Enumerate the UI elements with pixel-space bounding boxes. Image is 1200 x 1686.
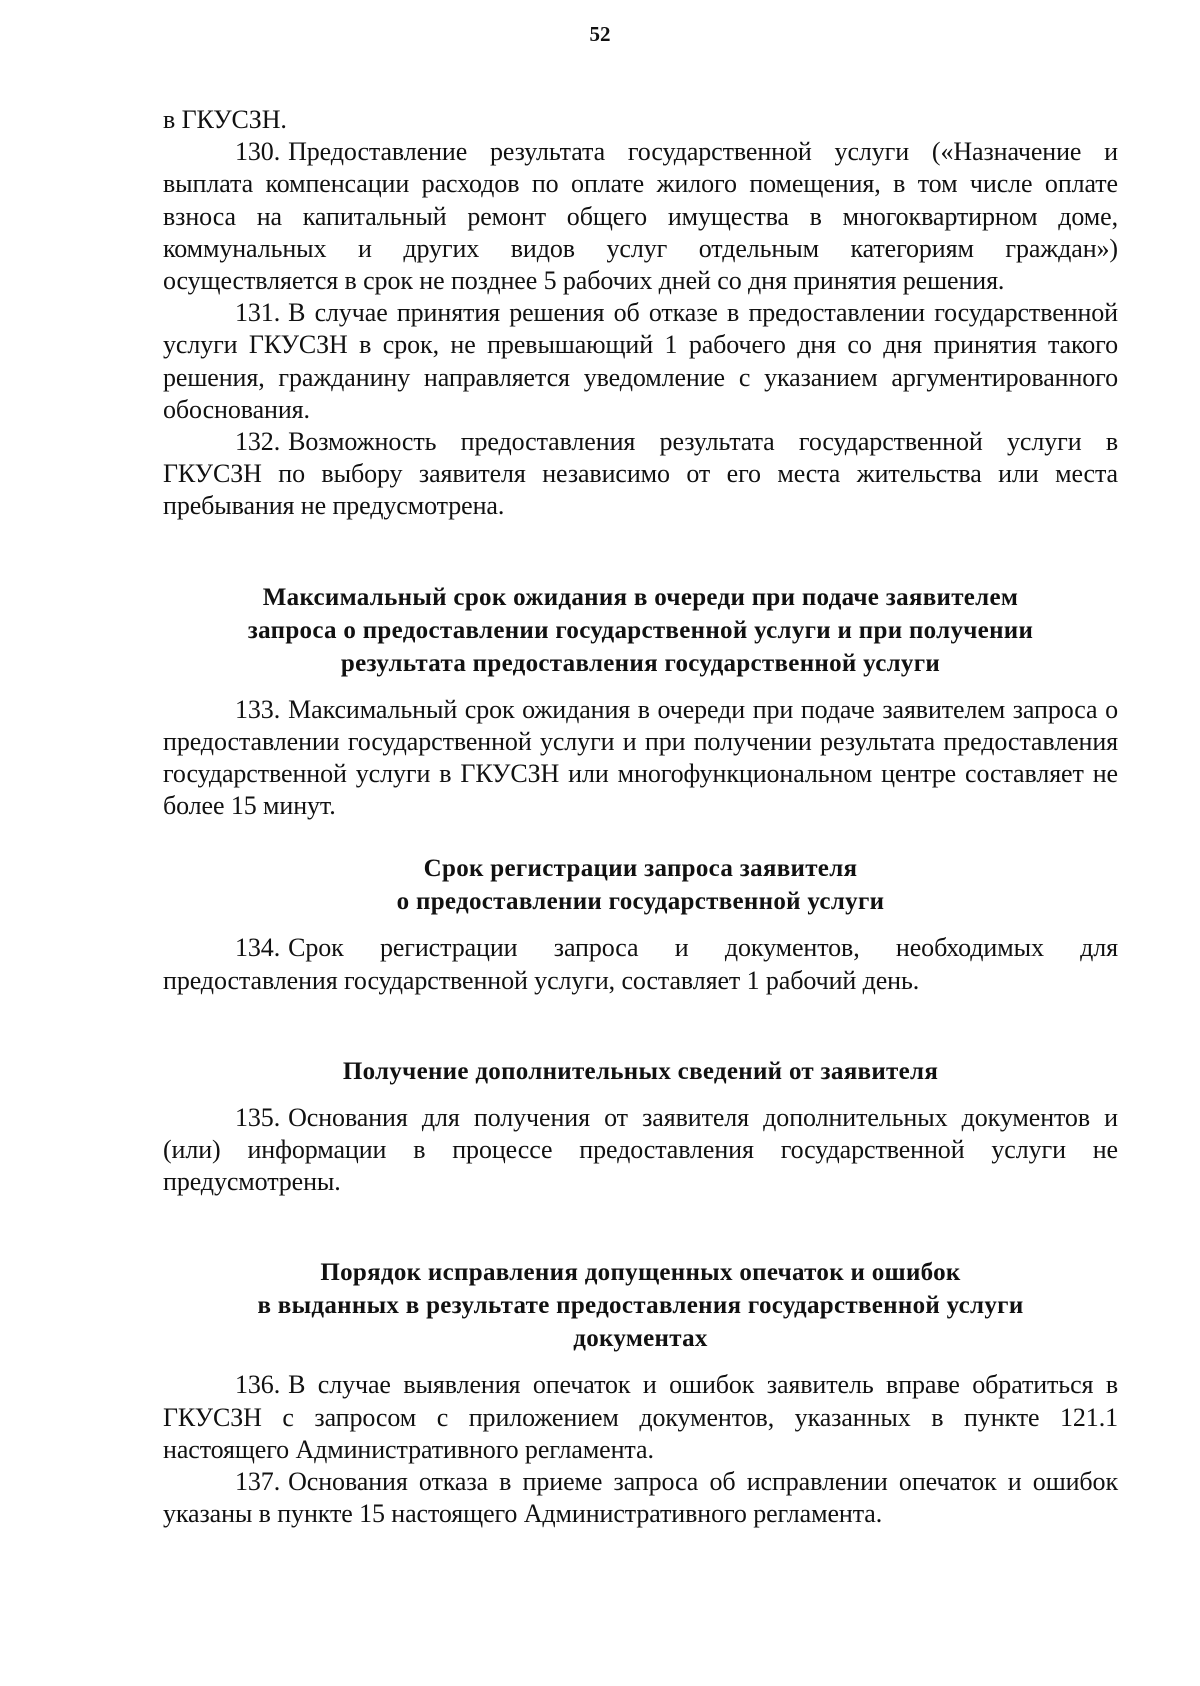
heading-line: Порядок исправления допущенных опечаток и ошибок xyxy=(320,1259,961,1287)
paragraph-132 xyxy=(163,426,1118,523)
paragraph-131 xyxy=(163,297,1118,426)
paragraph-number: 137. xyxy=(235,1467,281,1497)
document-body xyxy=(163,104,1118,1530)
heading-line: о предоставлении государственной услуги xyxy=(396,888,885,916)
section-heading-corrections xyxy=(163,1256,1118,1355)
paragraph-number: 133. xyxy=(235,694,281,724)
paragraph-135 xyxy=(163,1102,1118,1199)
heading-line: Срок регистрации запроса заявителя xyxy=(423,855,858,883)
paragraph-number: 130. xyxy=(235,137,281,167)
paragraph-number: 136. xyxy=(235,1370,281,1400)
paragraph-134 xyxy=(163,932,1118,996)
paragraph-number: 131. xyxy=(235,298,281,328)
paragraph-text: В случае принятия решения об отказе в предоставлении государственной услуги ГКУСЗН в срок, не превышающий 1 рабочего дня со дня принятия такого решения, гражданину направляется уведомление с указанием аргументированного обоснования. xyxy=(163,298,1118,424)
section-heading-max-wait xyxy=(163,581,1118,680)
continuation-text: в ГКУСЗН. xyxy=(163,105,287,134)
paragraph-text: Основания для получения от заявителя дополнительных документов и (или) информации в процессе предоставления государственной услуги не предусмотрены. xyxy=(163,1102,1118,1197)
paragraph-text: Срок регистрации запроса и документов, необходимых для предоставления государственной услуги, составляет 1 рабочий день. xyxy=(163,933,1118,995)
paragraph-number: 135. xyxy=(235,1102,281,1132)
heading-line: Максимальный срок ожидания в очереди при подаче заявителем xyxy=(262,583,1019,611)
paragraph-137 xyxy=(163,1466,1118,1530)
paragraph-text: В случае выявления опечаток и ошибок заявитель вправе обратиться в ГКУСЗН с запросом с приложением документов, указанных в пункте 121.1 настоящего Административного регламента. xyxy=(163,1370,1118,1464)
paragraph-number: 134. xyxy=(235,933,281,963)
page-number: 52 xyxy=(589,22,611,46)
paragraph-number: 132. xyxy=(235,427,281,457)
heading-line: запроса о предоставлении государственной услуги и при получении xyxy=(247,616,1034,644)
paragraph-text: Максимальный срок ожидания в очереди при подаче заявителем запроса о предоставлении государственной услуги и при получении результата предоставления государственной услуги в ГКУСЗН или многофункциональном центре составляет не более 15 минут. xyxy=(163,694,1118,821)
paragraph-136 xyxy=(163,1369,1118,1466)
paragraph-text: Основания отказа в приеме запроса об исправлении опечаток и ошибок указаны в пункте 15 настоящего Административного регламента. xyxy=(163,1467,1118,1529)
heading-line: результата предоставления государственной услуги xyxy=(340,649,941,677)
paragraph-130 xyxy=(163,136,1118,297)
heading-line: Получение дополнительных сведений от заявителя xyxy=(342,1057,939,1085)
section-heading-registration xyxy=(163,852,1118,918)
paragraph-text: Возможность предоставления результата государственной услуги в ГКУСЗН по выбору заявителя независимо от его места жительства или места пребывания не предусмотрена. xyxy=(163,427,1118,521)
section-heading-additional-info xyxy=(163,1055,1118,1088)
heading-line: документах xyxy=(573,1325,708,1353)
heading-line: в выданных в результате предоставления государственной услуги xyxy=(257,1292,1024,1320)
paragraph-text: Предоставление результата государственной услуги («Назначение и выплата компенсации расходов по оплате жилого помещения, в том числе оплате взноса на капитальный ремонт общего имущества в многоквартирном доме, коммунальных и других видов услуг отдельным категориям граждан») осуществляется в срок не позднее 5 рабочих дней со дня принятия решения. xyxy=(163,137,1118,296)
paragraph-133 xyxy=(163,694,1118,823)
